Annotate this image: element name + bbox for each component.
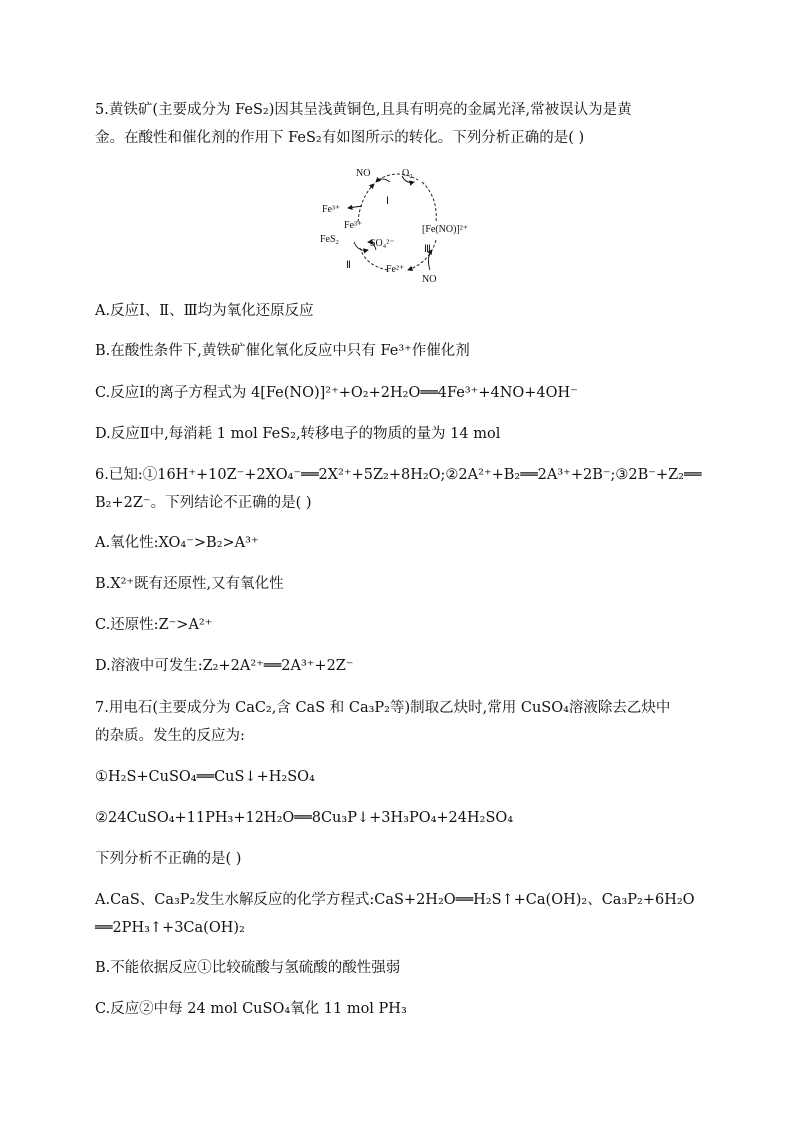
label-roman-1: Ⅰ xyxy=(386,196,389,207)
fe3-out-arrow xyxy=(348,206,362,208)
q5-option-c: C.反应Ⅰ的离子方程式为 4[Fe(NO)]²⁺+O₂+2H₂O══4Fe³⁺+4NO+4OH⁻ xyxy=(95,385,578,401)
cycle-arc-right-top xyxy=(422,182,436,222)
label-fe2: Fe²⁺ xyxy=(386,264,405,275)
q5-option-a: A.反应Ⅰ、Ⅱ、Ⅲ均为氧化还原反应 xyxy=(95,303,314,319)
label-fe3-inner: Fe³⁺ xyxy=(344,220,363,231)
q6-option-c: C.还原性:Z⁻>A²⁺ xyxy=(95,617,213,633)
q7-equation-1: ①H₂S+CuSO₄══CuS↓+H₂SO₄ xyxy=(95,769,315,785)
label-roman-2: Ⅱ xyxy=(346,260,351,271)
label-fes2: FeS₂ xyxy=(320,234,340,245)
cycle-arc-bottom xyxy=(360,248,388,270)
reaction-cycle-diagram xyxy=(318,162,478,286)
q7-option-a-line2: ══2PH₃↑+3Ca(OH)₂ xyxy=(95,920,245,936)
q6-option-d: D.溶液中可发生:Z₂+2A²⁺══2A³⁺+2Z⁻ xyxy=(95,658,354,674)
label-no-bottom: NO xyxy=(422,274,437,285)
q5-option-b: B.在酸性条件下,黄铁矿催化氧化反应中只有 Fe³⁺作催化剂 xyxy=(95,343,470,359)
q5-stem-line2: 金。在酸性和催化剂的作用下 FeS₂有如图所示的转化。下列分析正确的是( ) xyxy=(95,130,585,146)
fes2-in-arrow xyxy=(354,242,368,250)
label-o2: O₂ xyxy=(402,168,413,179)
q7-question: 下列分析不正确的是( ) xyxy=(95,851,242,867)
q6-option-b: B.X²⁺既有还原性,又有氧化性 xyxy=(95,576,284,592)
q6-option-a: A.氧化性:XO₄⁻>B₂>A³⁺ xyxy=(95,535,259,551)
q7-option-a-line1: A.CaS、Ca₃P₂发生水解反应的化学方程式:CaS+2H₂O══H₂S↑+Ca(OH)₂、Ca₃P₂+6H₂O xyxy=(95,892,695,908)
label-no-top: NO xyxy=(356,168,371,179)
q7-stem-line1: 7.用电石(主要成分为 CaC₂,含 CaS 和 Ca₃P₂等)制取乙炔时,常用 CuSO₄溶液除去乙炔中 xyxy=(95,700,671,716)
q5-option-d: D.反应Ⅱ中,每消耗 1 mol FeS₂,转移电子的物质的量为 14 mol xyxy=(95,426,501,442)
label-fe-no-complex: [Fe(NO)]²⁺ xyxy=(422,224,469,235)
q6-stem-line1: 6.已知:①16H⁺+10Z⁻+2XO₄⁻══2X²⁺+5Z₂+8H₂O;②2A²⁺+B₂══2A³⁺+2B⁻;③2B⁻+Z₂══ xyxy=(95,467,702,483)
q7-equation-2: ②24CuSO₄+11PH₃+12H₂O══8Cu₃P↓+3H₃PO₄+24H₂SO₄ xyxy=(95,810,514,826)
label-so4: SO₄²⁻ xyxy=(370,238,395,249)
label-fe3-left: Fe³⁺ xyxy=(322,204,341,215)
label-roman-3: Ⅲ xyxy=(424,244,431,255)
q6-stem-line2: B₂+2Z⁻。下列结论不正确的是( ) xyxy=(95,495,312,511)
cycle-arc-right-bottom xyxy=(408,240,436,270)
q5-stem-line1: 5.黄铁矿(主要成分为 FeS₂)因其呈浅黄铜色,且具有明亮的金属光泽,常被误认为是黄 xyxy=(95,102,632,118)
q7-stem-line2: 的杂质。发生的反应为: xyxy=(95,728,245,744)
q7-option-c: C.反应②中每 24 mol CuSO₄氧化 11 mol PH₃ xyxy=(95,1001,407,1017)
q7-option-b: B.不能依据反应①比较硫酸与氢硫酸的酸性强弱 xyxy=(95,960,401,976)
cycle-arc-left xyxy=(358,184,374,222)
